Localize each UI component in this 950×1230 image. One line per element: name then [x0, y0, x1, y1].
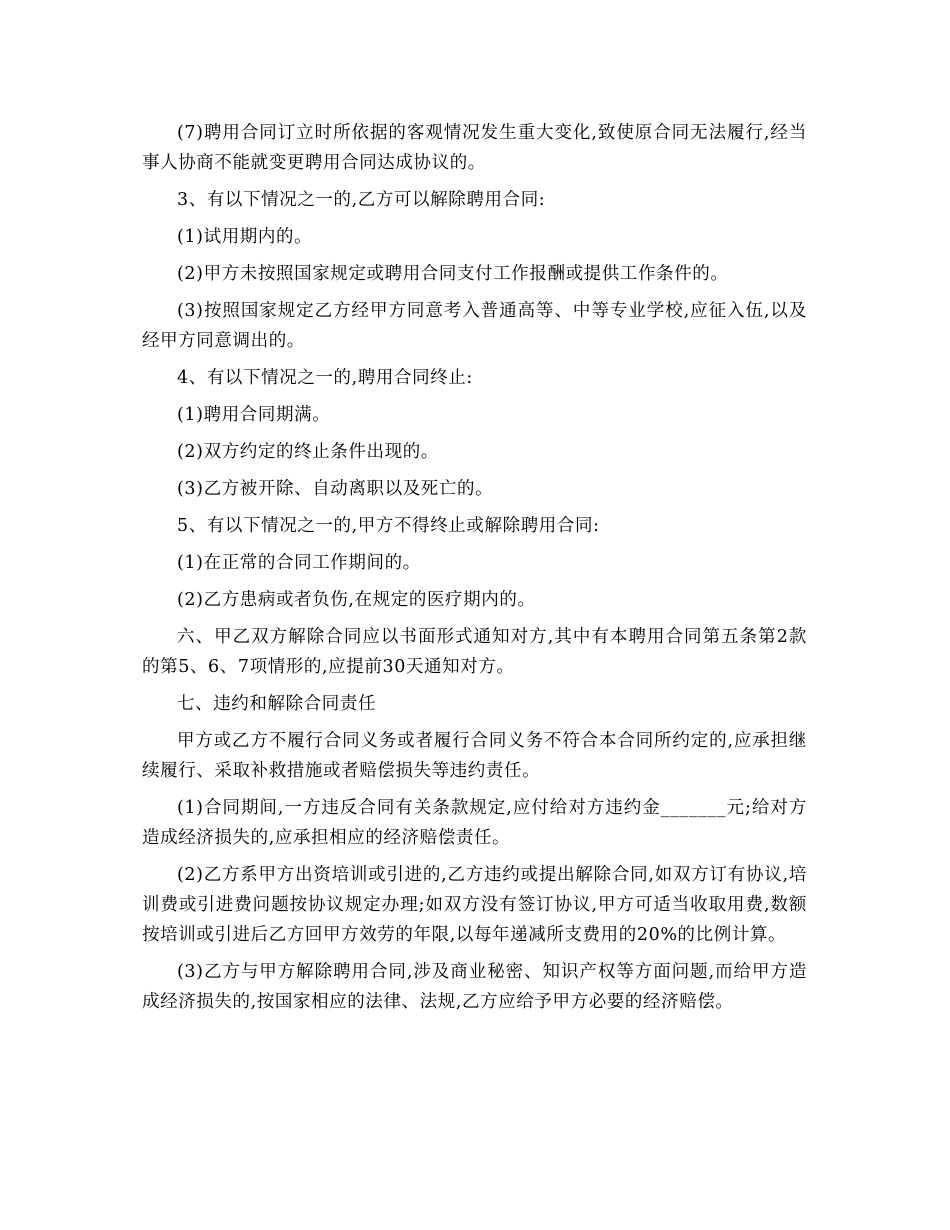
paragraph: (1)在正常的合同工作期间的。: [177, 553, 421, 573]
paragraph: (1)聘用合同期满。: [177, 405, 331, 425]
document-body: [142, 118, 807, 1024]
paragraph: 5、有以下情况之一的,甲方不得终止或解除聘用合同:: [177, 516, 600, 536]
paragraph: (3)按照国家规定乙方经甲方同意考入普通高等、中等专业学校,应征入伍,以及经甲方同意调出的。: [142, 301, 807, 351]
paragraph: 4、有以下情况之一的,聘用合同终止:: [177, 368, 473, 388]
paragraph: (1)合同期间,一方违反合同有关条款规定,应付给对方违约金_______元;给对方造成经济损失的,应承担相应的经济赔偿责任。: [142, 798, 807, 848]
paragraph: (7)聘用合同订立时所依据的客观情况发生重大变化,致使原合同无法履行,经当事人协商不能就变更聘用合同达成协议的。: [142, 123, 807, 173]
paragraph: (2)甲方未按照国家规定或聘用合同支付工作报酬或提供工作条件的。: [177, 264, 729, 284]
paragraph: (2)乙方系甲方出资培训或引进的,乙方违约或提出解除合同,如双方订有协议,培训费或引进费问题按协议规定办理;如双方没有签订协议,甲方可适当收取用费,数额按培训或引进后乙方回甲方效劳的年限,以每年递减所支费用的20%的比例计算。: [142, 865, 807, 945]
section-heading: 七、违约和解除合同责任: [177, 694, 377, 714]
paragraph: 3、有以下情况之一的,乙方可以解除聘用合同:: [177, 190, 546, 210]
paragraph: (2)乙方患病或者负伤,在规定的医疗期内的。: [177, 590, 536, 610]
paragraph: 六、甲乙双方解除合同应以书面形式通知对方,其中有本聘用合同第五条第2款的第5、6、7项情形的,应提前30天通知对方。: [142, 627, 807, 677]
paragraph: (3)乙方被开除、自动离职以及死亡的。: [177, 479, 494, 499]
paragraph: (3)乙方与甲方解除聘用合同,涉及商业秘密、知识产权等方面问题,而给甲方造成经济损失的,按国家相应的法律、法规,乙方应给予甲方必要的经济赔偿。: [142, 962, 807, 1012]
paragraph: (1)试用期内的。: [177, 227, 313, 247]
paragraph: (2)双方约定的终止条件出现的。: [177, 442, 439, 462]
paragraph: 甲方或乙方不履行合同义务或者履行合同义务不符合本合同所约定的,应承担继续履行、采取补救措施或者赔偿损失等违约责任。: [142, 731, 807, 781]
